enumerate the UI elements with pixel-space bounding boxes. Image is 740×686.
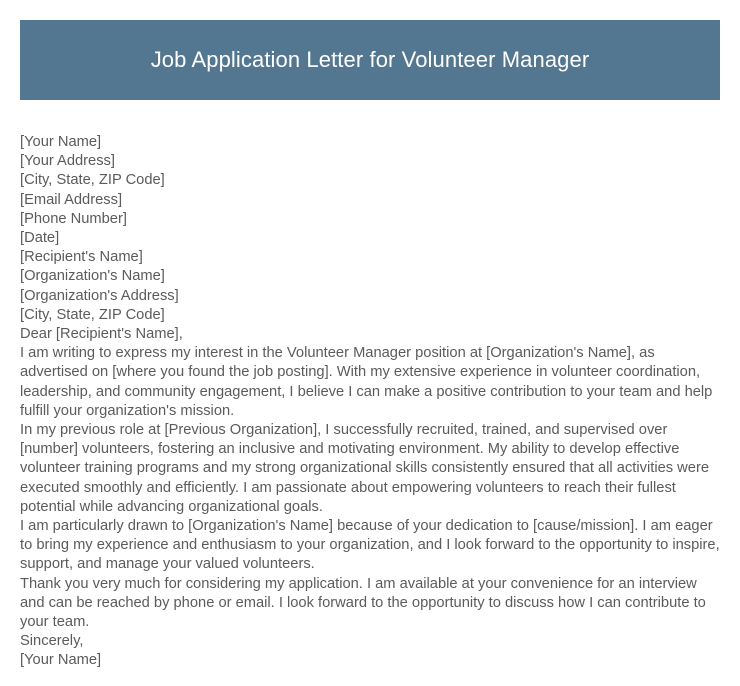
sender-line-email: [Email Address] xyxy=(20,191,123,208)
sender-address-block xyxy=(20,133,722,248)
sender-line-address: [Your Address] xyxy=(20,153,115,170)
letter-body xyxy=(20,133,722,671)
recipient-line-organization-address: [Organization's Address] xyxy=(20,287,179,304)
page-title: Job Application Letter for Volunteer Manager xyxy=(150,46,590,72)
body-paragraph-3: I am particularly drawn to [Organization's Name] because of your dedication to [cause/mission]. I am eager to bring my experience and enthusiasm to your organization, and I look forward to the opportunity to inspire, support, and manage your valued volunteers. xyxy=(20,518,720,573)
recipient-line-name: [Recipient's Name] xyxy=(20,249,143,266)
sender-line-phone: [Phone Number] xyxy=(20,210,127,227)
sender-line-date: [Date] xyxy=(20,230,60,247)
recipient-address-block xyxy=(20,248,722,325)
sender-line-city-state-zip: [City, State, ZIP Code] xyxy=(20,172,165,189)
recipient-line-city-state-zip: [City, State, ZIP Code] xyxy=(20,306,165,323)
letter-header-banner xyxy=(20,20,720,100)
sender-line-name: [Your Name] xyxy=(20,134,102,150)
recipient-line-organization: [Organization's Name] xyxy=(20,268,165,285)
closing: Sincerely, xyxy=(20,633,84,650)
body-paragraph-4: Thank you very much for considering my application. I am available at your convenience for an interview and can be reached by phone or email. I look forward to the opportunity to discuss how I can contribute to your team. xyxy=(20,575,706,631)
body-paragraph-2: In my previous role at [Previous Organization], I successfully recruited, trained, and supervised over [number] volunteers, fostering an inclusive and motivating environment. My ability to develop effective volunteer training programs and my strong organizational skills consistently ensured that all activities were executed smoothly and efficiently. I am passionate about empowering volunteers to reach their fullest potential while advancing organizational goals. xyxy=(20,422,710,515)
signature-name: [Your Name] xyxy=(20,652,102,669)
salutation: Dear [Recipient's Name], xyxy=(20,326,183,343)
body-paragraph-1: I am writing to express my interest in the Volunteer Manager position at [Organization's Name], as advertised on [where you found the job posting]. With my extensive experience in volunteer coordination, leadership, and community engagement, I believe I can make a positive contribution to your team and help fulfill your organization's mission. xyxy=(20,345,713,419)
